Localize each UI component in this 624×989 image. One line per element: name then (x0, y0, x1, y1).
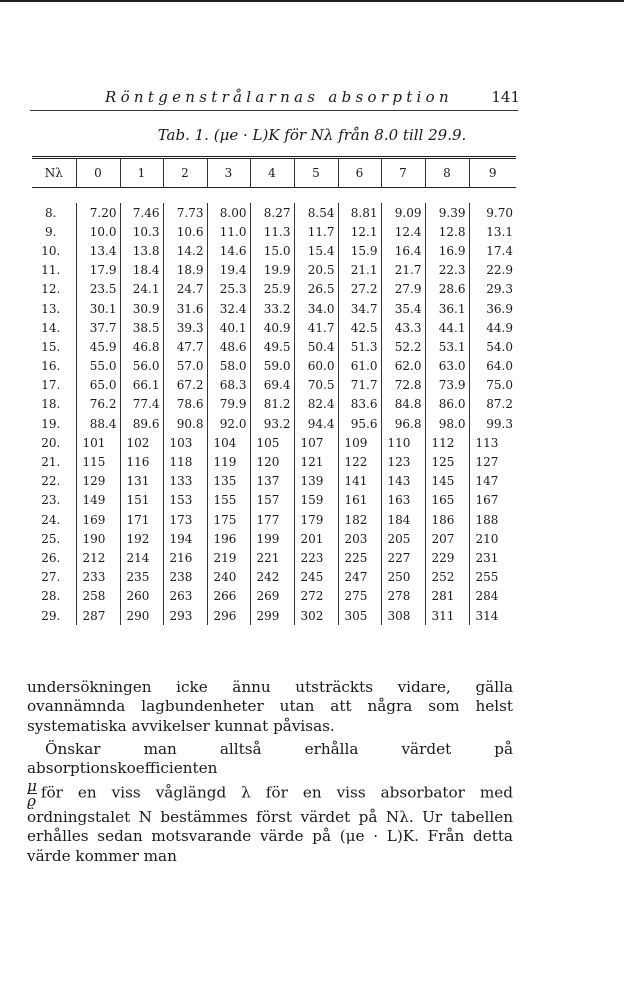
table-cell: 104 (207, 433, 250, 452)
table-cell: 17.4 (469, 241, 516, 260)
table-cell: 229 (425, 548, 469, 567)
table-cell: 7.73 (163, 203, 207, 222)
table-cell: 43.3 (381, 318, 425, 337)
table-cell: 159 (294, 491, 338, 510)
row-label: 18. (41, 397, 61, 412)
table-cell: 252 (425, 568, 469, 587)
paragraph-2-rest (27, 776, 513, 866)
table-cell: 68.3 (207, 376, 250, 395)
table-cell: 29.3 (469, 280, 516, 299)
top-edge-rule (0, 0, 624, 2)
table-cell: 72.8 (381, 376, 425, 395)
table-cell: 62.0 (381, 357, 425, 376)
table-cell: 53.1 (425, 337, 469, 356)
row-label: 15. (41, 339, 61, 354)
table-cell: 203 (338, 529, 381, 548)
row-label: 21. (41, 455, 61, 470)
fraction-numerator: μ (27, 776, 37, 795)
table-cell: 83.6 (338, 395, 381, 414)
table-cell: 57.0 (163, 357, 207, 376)
table-cell: 21.1 (338, 261, 381, 280)
table-caption: Tab. 1. (μe · L)K för Nλ från 8.0 till 29.9. (157, 126, 467, 144)
table-cell: 9.39 (425, 203, 469, 222)
table-cell: 25.9 (250, 280, 294, 299)
table-cell: 250 (381, 568, 425, 587)
table-cell: 14.2 (163, 241, 207, 260)
table-row (32, 472, 516, 491)
table-cell: 75.0 (469, 376, 516, 395)
table-cell: 77.4 (120, 395, 163, 414)
table-cell: 116 (120, 452, 163, 471)
row-label: 23. (41, 493, 61, 508)
column-header: 8 (425, 158, 469, 188)
table-cell: 40.9 (250, 318, 294, 337)
column-header: 4 (250, 158, 294, 188)
table-cell: 113 (469, 433, 516, 452)
table-cell: 13.1 (469, 222, 516, 241)
page-header (100, 88, 520, 108)
table-cell: 210 (469, 529, 516, 548)
table-cell: 105 (250, 433, 294, 452)
table-cell: 8.81 (338, 203, 381, 222)
table-cell: 63.0 (425, 357, 469, 376)
table-cell: 60.0 (294, 357, 338, 376)
table-cell: 44.1 (425, 318, 469, 337)
table-row (32, 299, 516, 318)
table-row (32, 261, 516, 280)
table-cell: 118 (163, 452, 207, 471)
table-cell: 151 (120, 491, 163, 510)
table-cell: 20.5 (294, 261, 338, 280)
table-cell: 15.9 (338, 241, 381, 260)
table-row (32, 337, 516, 356)
table-cell: 233 (76, 568, 120, 587)
table-cell: 139 (294, 472, 338, 491)
table-cell: 278 (381, 587, 425, 606)
table-spacer-row (32, 188, 516, 204)
table-cell: 17.9 (76, 261, 120, 280)
table-cell: 15.4 (294, 241, 338, 260)
table-cell: 133 (163, 472, 207, 491)
table-row (32, 587, 516, 606)
table-cell: 179 (294, 510, 338, 529)
table-cell: 40.1 (207, 318, 250, 337)
table-cell: 127 (469, 452, 516, 471)
table-header-row (32, 158, 516, 188)
table-cell: 84.8 (381, 395, 425, 414)
table-cell: 55.0 (76, 357, 120, 376)
table-cell: 99.3 (469, 414, 516, 433)
table-cell: 263 (163, 587, 207, 606)
table-row (32, 318, 516, 337)
running-title: Röntgenstrålarnas absorption (105, 88, 453, 106)
table-cell: 227 (381, 548, 425, 567)
table-cell: 33.2 (250, 299, 294, 318)
table-cell: 214 (120, 548, 163, 567)
table-cell: 223 (294, 548, 338, 567)
table-cell: 161 (338, 491, 381, 510)
table-cell: 110 (381, 433, 425, 452)
table-cell: 13.8 (120, 241, 163, 260)
table-cell: 281 (425, 587, 469, 606)
table-cell: 290 (120, 606, 163, 625)
paragraph-2-line1: Önskar man alltså erhålla värdet på absorptionskoefficienten (27, 740, 513, 778)
table-cell: 31.6 (163, 299, 207, 318)
row-label: 16. (41, 359, 61, 374)
row-label: 28. (41, 589, 61, 604)
table-cell: 10.6 (163, 222, 207, 241)
table-cell: 86.0 (425, 395, 469, 414)
column-header: 6 (338, 158, 381, 188)
table-cell: 16.4 (381, 241, 425, 260)
page-number: 141 (491, 88, 520, 106)
row-label: 19. (41, 416, 61, 431)
table-cell: 81.2 (250, 395, 294, 414)
table-cell: 71.7 (338, 376, 381, 395)
table-cell: 115 (76, 452, 120, 471)
table-cell: 54.0 (469, 337, 516, 356)
table-cell: 163 (381, 491, 425, 510)
table-cell: 14.6 (207, 241, 250, 260)
table-cell: 121 (294, 452, 338, 471)
table-cell: 92.0 (207, 414, 250, 433)
row-label: 12. (41, 282, 61, 297)
table-cell: 247 (338, 568, 381, 587)
table-cell: 137 (250, 472, 294, 491)
table-row (32, 510, 516, 529)
table-row (32, 222, 516, 241)
table-cell: 78.6 (163, 395, 207, 414)
table-cell: 141 (338, 472, 381, 491)
table-cell: 94.4 (294, 414, 338, 433)
table-cell: 260 (120, 587, 163, 606)
column-header: 5 (294, 158, 338, 188)
table-body (32, 188, 516, 626)
absorption-table (32, 156, 516, 625)
table-cell: 27.2 (338, 280, 381, 299)
table-cell: 58.0 (207, 357, 250, 376)
table-cell: 112 (425, 433, 469, 452)
table-cell: 35.4 (381, 299, 425, 318)
table-cell: 76.2 (76, 395, 120, 414)
table-cell: 52.2 (381, 337, 425, 356)
table-cell: 18.4 (120, 261, 163, 280)
table-cell: 235 (120, 568, 163, 587)
fraction-denominator: ϱ (27, 791, 36, 810)
table-cell: 36.9 (469, 299, 516, 318)
table-cell: 173 (163, 510, 207, 529)
table-cell: 302 (294, 606, 338, 625)
table-cell: 122 (338, 452, 381, 471)
table-cell: 242 (250, 568, 294, 587)
table-cell: 143 (381, 472, 425, 491)
table-cell: 47.7 (163, 337, 207, 356)
row-label: 22. (41, 474, 61, 489)
table-cell: 88.4 (76, 414, 120, 433)
row-label: 8. (45, 205, 57, 220)
table-cell: 201 (294, 529, 338, 548)
table-cell: 7.46 (120, 203, 163, 222)
table-cell: 231 (469, 548, 516, 567)
column-header: 0 (76, 158, 120, 188)
table-cell: 39.3 (163, 318, 207, 337)
column-header: 9 (469, 158, 516, 188)
table-cell: 284 (469, 587, 516, 606)
table-cell: 65.0 (76, 376, 120, 395)
table-cell: 51.3 (338, 337, 381, 356)
table-cell: 22.9 (469, 261, 516, 280)
column-header: 3 (207, 158, 250, 188)
table-cell: 93.2 (250, 414, 294, 433)
table-cell: 19.4 (207, 261, 250, 280)
table-cell: 165 (425, 491, 469, 510)
table-row (32, 414, 516, 433)
table-cell: 7.20 (76, 203, 120, 222)
table-row (32, 203, 516, 222)
table-cell: 196 (207, 529, 250, 548)
table-cell: 221 (250, 548, 294, 567)
table-header (32, 158, 516, 188)
table-cell: 269 (250, 587, 294, 606)
table-cell: 171 (120, 510, 163, 529)
table-cell: 314 (469, 606, 516, 625)
table-cell: 37.7 (76, 318, 120, 337)
table-cell: 41.7 (294, 318, 338, 337)
table-cell: 49.5 (250, 337, 294, 356)
table-cell: 120 (250, 452, 294, 471)
table-cell: 36.1 (425, 299, 469, 318)
row-label: 10. (41, 243, 61, 258)
table-row (32, 433, 516, 452)
table-cell: 155 (207, 491, 250, 510)
row-label: 29. (41, 608, 61, 623)
mu-over-rho-fraction (27, 776, 37, 810)
table-cell: 212 (76, 548, 120, 567)
table-row (32, 491, 516, 510)
table-cell: 101 (76, 433, 120, 452)
table-cell: 225 (338, 548, 381, 567)
table-cell: 175 (207, 510, 250, 529)
table-cell: 199 (250, 529, 294, 548)
table-cell: 119 (207, 452, 250, 471)
table-cell: 24.7 (163, 280, 207, 299)
table-cell: 12.8 (425, 222, 469, 241)
row-label: 11. (41, 263, 61, 278)
table-row (32, 241, 516, 260)
table-cell: 190 (76, 529, 120, 548)
row-label: 20. (41, 435, 61, 450)
paragraph-2-text: för en viss våglängd λ för en viss absorbator med ordningstalet N bestämmes först värdet på Nλ. Ur tabellen erhålles sedan motsvarande värde på (μe · L)K. Från detta värde kommer man (27, 783, 513, 865)
table-cell: 205 (381, 529, 425, 548)
table-cell: 186 (425, 510, 469, 529)
table-cell: 79.9 (207, 395, 250, 414)
table-cell: 26.5 (294, 280, 338, 299)
table-cell: 299 (250, 606, 294, 625)
row-label: 24. (41, 512, 61, 527)
table-cell: 153 (163, 491, 207, 510)
table-cell: 30.9 (120, 299, 163, 318)
table-row (32, 548, 516, 567)
table-cell: 287 (76, 606, 120, 625)
table-cell: 296 (207, 606, 250, 625)
row-label: 27. (41, 570, 61, 585)
table-cell: 70.5 (294, 376, 338, 395)
table-cell: 18.9 (163, 261, 207, 280)
table-cell: 50.4 (294, 337, 338, 356)
table-cell: 275 (338, 587, 381, 606)
table-cell: 82.4 (294, 395, 338, 414)
column-header-n-lambda: Nλ (44, 166, 63, 180)
table-cell: 216 (163, 548, 207, 567)
table-cell: 182 (338, 510, 381, 529)
table-cell: 95.6 (338, 414, 381, 433)
paragraph-2 (27, 740, 513, 866)
table-cell: 11.7 (294, 222, 338, 241)
table-cell: 167 (469, 491, 516, 510)
table-cell: 188 (469, 510, 516, 529)
row-label: 17. (41, 378, 61, 393)
table-cell: 89.6 (120, 414, 163, 433)
table-cell: 131 (120, 472, 163, 491)
table-cell: 12.1 (338, 222, 381, 241)
table-cell: 207 (425, 529, 469, 548)
table-cell: 9.09 (381, 203, 425, 222)
table-cell: 22.3 (425, 261, 469, 280)
table-cell: 102 (120, 433, 163, 452)
table-cell: 64.0 (469, 357, 516, 376)
table-cell: 34.0 (294, 299, 338, 318)
table-cell: 192 (120, 529, 163, 548)
table-cell: 177 (250, 510, 294, 529)
table-cell: 238 (163, 568, 207, 587)
row-label: 13. (41, 301, 61, 316)
table-cell: 16.9 (425, 241, 469, 260)
column-header: 7 (381, 158, 425, 188)
table-row (32, 529, 516, 548)
table-cell: 13.4 (76, 241, 120, 260)
paragraph-1 (27, 678, 513, 736)
table-cell: 245 (294, 568, 338, 587)
table-row (32, 568, 516, 587)
table-cell: 24.1 (120, 280, 163, 299)
table-cell: 125 (425, 452, 469, 471)
row-label: 9. (45, 224, 57, 239)
paragraph-1-text: undersökningen icke ännu utsträckts vidare, gälla ovannämnda lagbundenheter utan att några som helst systematiska avvikelser kunnat påvisas. (27, 678, 513, 735)
table-cell: 67.2 (163, 376, 207, 395)
table-cell: 87.2 (469, 395, 516, 414)
table-cell: 219 (207, 548, 250, 567)
table-cell: 305 (338, 606, 381, 625)
table-cell: 107 (294, 433, 338, 452)
table-cell: 48.6 (207, 337, 250, 356)
table-cell: 10.3 (120, 222, 163, 241)
table-cell: 308 (381, 606, 425, 625)
table-cell: 145 (425, 472, 469, 491)
table-cell: 194 (163, 529, 207, 548)
table-cell: 28.6 (425, 280, 469, 299)
table-cell: 15.0 (250, 241, 294, 260)
table-cell: 21.7 (381, 261, 425, 280)
table-cell: 98.0 (425, 414, 469, 433)
table-cell: 44.9 (469, 318, 516, 337)
column-header: 2 (163, 158, 207, 188)
table-cell: 103 (163, 433, 207, 452)
table-cell: 184 (381, 510, 425, 529)
table-cell: 123 (381, 452, 425, 471)
table-cell: 69.4 (250, 376, 294, 395)
table-cell: 90.8 (163, 414, 207, 433)
table-cell: 135 (207, 472, 250, 491)
table-cell: 96.8 (381, 414, 425, 433)
table-row (32, 357, 516, 376)
table-cell: 258 (76, 587, 120, 606)
table-cell: 109 (338, 433, 381, 452)
table-cell: 266 (207, 587, 250, 606)
table-cell: 169 (76, 510, 120, 529)
table-cell: 56.0 (120, 357, 163, 376)
table-cell: 45.9 (76, 337, 120, 356)
table-cell: 12.4 (381, 222, 425, 241)
table-cell: 42.5 (338, 318, 381, 337)
table-cell: 11.3 (250, 222, 294, 241)
table-row (32, 395, 516, 414)
table-cell: 8.27 (250, 203, 294, 222)
table-cell: 8.00 (207, 203, 250, 222)
table-cell: 46.8 (120, 337, 163, 356)
table-cell: 38.5 (120, 318, 163, 337)
table-cell: 66.1 (120, 376, 163, 395)
table-row (32, 280, 516, 299)
table-row (32, 606, 516, 625)
row-label: 25. (41, 531, 61, 546)
table-cell: 240 (207, 568, 250, 587)
table-cell: 25.3 (207, 280, 250, 299)
table-cell: 32.4 (207, 299, 250, 318)
table-cell: 59.0 (250, 357, 294, 376)
table-cell: 19.9 (250, 261, 294, 280)
table-cell: 73.9 (425, 376, 469, 395)
row-label: 14. (41, 320, 61, 335)
table-cell: 272 (294, 587, 338, 606)
table-cell: 23.5 (76, 280, 120, 299)
table-cell: 10.0 (76, 222, 120, 241)
table-cell: 9.70 (469, 203, 516, 222)
row-label: 26. (41, 550, 61, 565)
table-cell: 8.54 (294, 203, 338, 222)
table-cell: 61.0 (338, 357, 381, 376)
table-cell: 149 (76, 491, 120, 510)
table-cell: 293 (163, 606, 207, 625)
table-cell: 27.9 (381, 280, 425, 299)
column-header: 1 (120, 158, 163, 188)
table-cell: 11.0 (207, 222, 250, 241)
table-cell: 157 (250, 491, 294, 510)
table-cell: 129 (76, 472, 120, 491)
table-cell: 147 (469, 472, 516, 491)
table-cell: 34.7 (338, 299, 381, 318)
header-rule (30, 110, 518, 111)
table-row (32, 376, 516, 395)
table-row (32, 452, 516, 471)
table-cell: 311 (425, 606, 469, 625)
table-cell: 255 (469, 568, 516, 587)
table-cell: 30.1 (76, 299, 120, 318)
